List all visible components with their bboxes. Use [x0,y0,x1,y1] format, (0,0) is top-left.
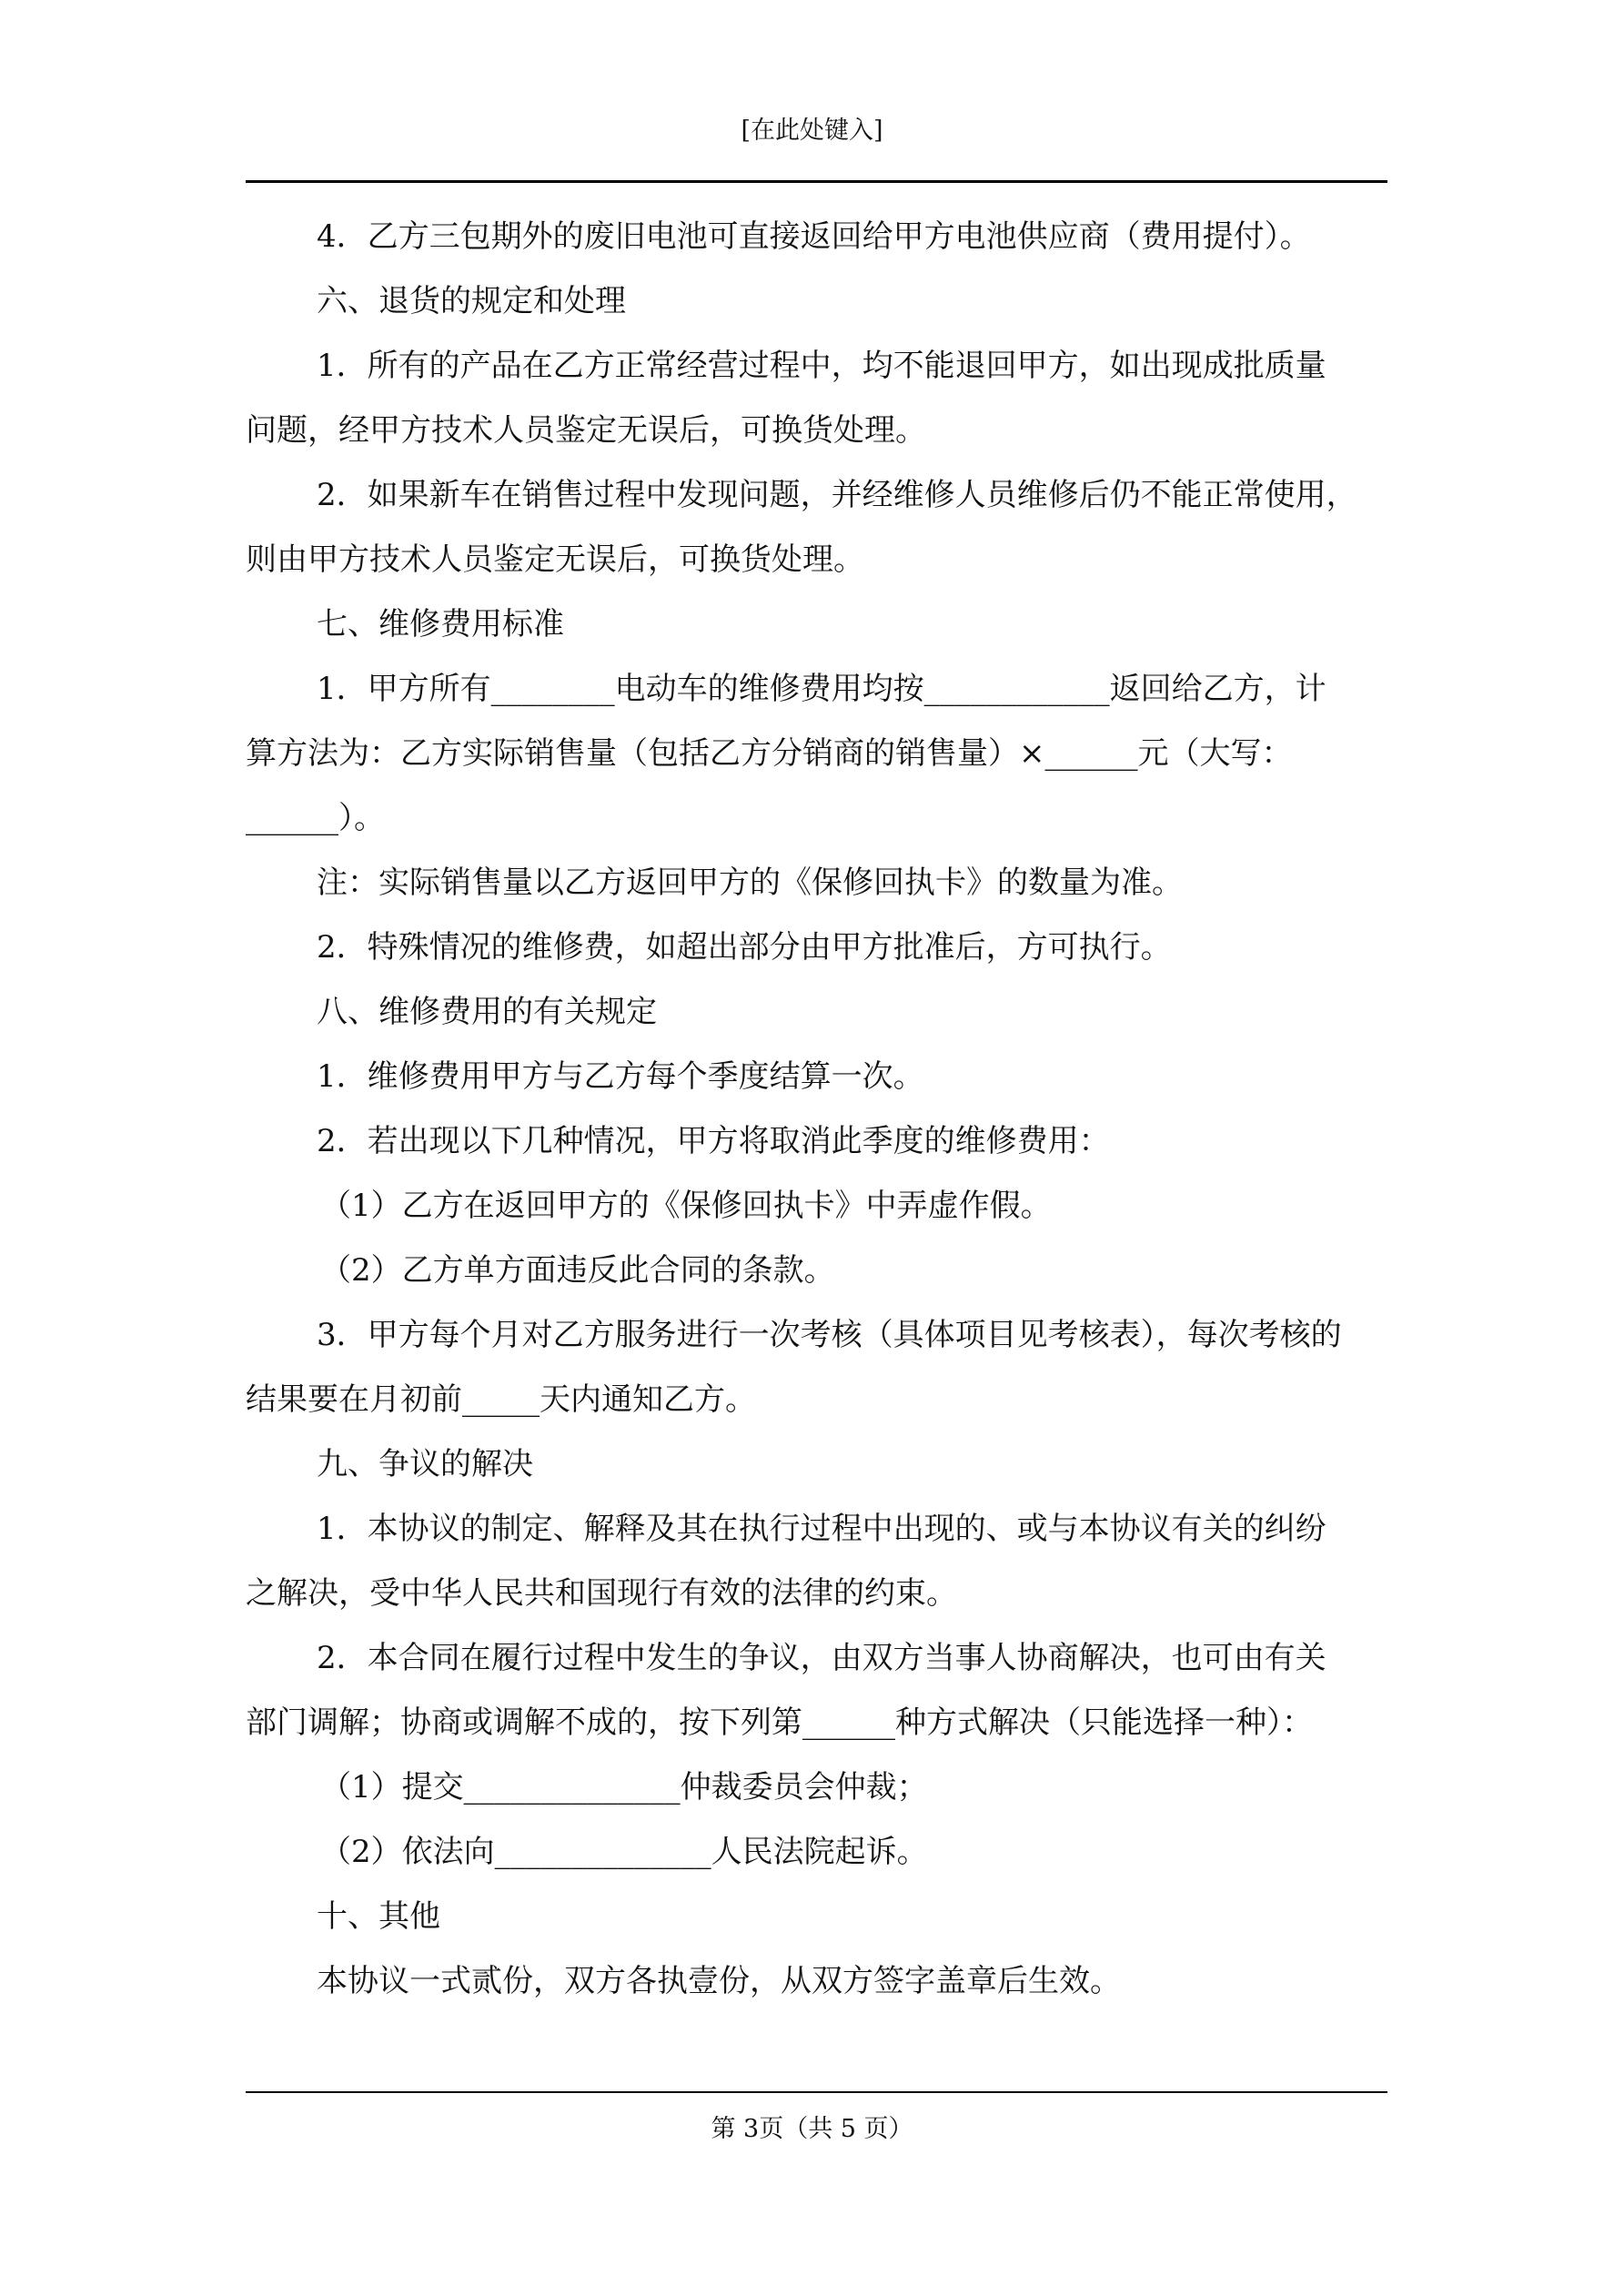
list-item: （1）乙方在返回甲方的《保修回执卡》中弄虚作假。 [320,1188,1052,1224]
paragraph-line: 问题，经甲方技术人员鉴定无误后，可换货处理。 [246,412,926,449]
paragraph-line: 1．维修费用甲方与乙方每个季度结算一次。 [317,1058,924,1095]
section-heading: 六、退货的规定和处理 [317,283,626,319]
paragraph-line: 结果要在月初前_____天内通知乙方。 [246,1381,756,1418]
note-line: 注：实际销售量以乙方返回甲方的《保修回执卡》的数量为准。 [317,865,1183,901]
paragraph-line: 2．特殊情况的维修费，如超出部分由甲方批准后，方可执行。 [317,929,1172,966]
paragraph-line: ______）。 [246,800,385,836]
page-header: [在此处键入] [741,116,883,145]
paragraph-line: 1．本协议的制定、解释及其在执行过程中出现的、或与本协议有关的纠纷 [317,1511,1326,1547]
section-heading: 十、其他 [317,1898,440,1935]
paragraph-line: 2．本合同在履行过程中发生的争议，由双方当事人协商解决，也可由有关 [317,1640,1326,1676]
paragraph-line: 1．甲方所有________电动车的维修费用均按____________返回给乙方，计 [317,671,1326,707]
header-rule [246,180,1387,183]
section-heading: 八、维修费用的有关规定 [317,994,657,1030]
paragraph-line: 部门调解；协商或调解不成的，按下列第______种方式解决（只能选择一种）： [246,1704,1313,1741]
section-heading: 九、争议的解决 [317,1446,533,1482]
document-body [246,205,1387,2014]
paragraph-line: 3．甲方每个月对乙方服务进行一次考核（具体项目见考核表），每次考核的 [317,1317,1342,1353]
paragraph-line: 2．如果新车在销售过程中发现问题，并经维修人员维修后仍不能正常使用， [317,477,1357,513]
list-item: （1）提交______________仲裁委员会仲裁； [320,1769,928,1805]
list-item: （2）依法向______________人民法院起诉。 [320,1834,928,1870]
list-item: （2）乙方单方面违反此合同的条款。 [320,1252,835,1289]
section-heading: 七、维修费用标准 [317,606,564,642]
paragraph-line: 本协议一式贰份，双方各执壹份，从双方签字盖章后生效。 [317,1963,1121,1999]
paragraph-line: 4．乙方三包期外的废旧电池可直接返回给甲方电池供应商（费用提付）。 [317,218,1311,255]
paragraph-line: 2．若出现以下几种情况，甲方将取消此季度的维修费用： [317,1123,1110,1159]
paragraph-line: 算方法为：乙方实际销售量（包括乙方分销商的销售量）×______元（大写： [246,735,1293,772]
paragraph-line: 则由甲方技术人员鉴定无误后，可换货处理。 [246,541,864,578]
page-footer: 第 3页（共 5 页） [711,2115,913,2143]
paragraph-line: 之解决，受中华人民共和国现行有效的法律的约束。 [246,1575,957,1612]
footer-rule [246,2091,1387,2093]
paragraph-line: 1．所有的产品在乙方正常经营过程中，均不能退回甲方，如出现成批质量 [317,348,1326,384]
